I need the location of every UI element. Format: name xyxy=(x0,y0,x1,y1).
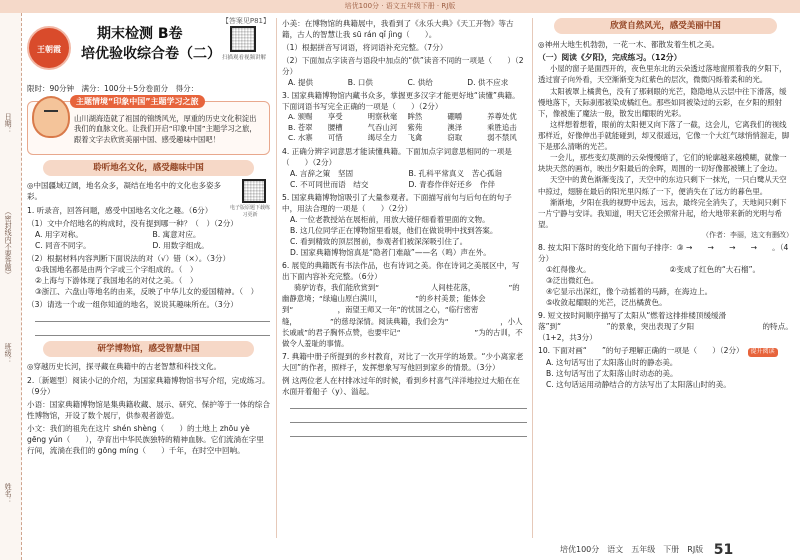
column-divider xyxy=(532,18,533,538)
question-1-2: （2）根据材料内容判断下面说法的对（√）错（×）。（3分） xyxy=(27,253,231,263)
exam-header xyxy=(27,22,270,82)
sequence-item: ②变成了红色的“大石榴”。 xyxy=(669,265,761,275)
question-7: 7. 典籍中册子所提到的乡村教育，对比了一次开学的场景。“少小离家老大回”的作者，照样子，发挥想象写写他回到家乡的情景。（3分） xyxy=(282,351,524,372)
option[interactable]: D. 青春作伴好还乡 作伴 xyxy=(408,180,496,190)
option[interactable]: D. 国家典籍博物馆真是“隐者门难敲”——名（鸣）声在外。 xyxy=(290,248,491,258)
word: 可惜 xyxy=(327,133,343,143)
word[interactable]: C. 水寨 xyxy=(288,133,313,143)
option[interactable]: B. 孔科平常真义 苦心孤诣 xyxy=(408,169,503,179)
option[interactable]: B. 这几位同学正在博物馆里看展，他们在做说明中找到答案。 xyxy=(290,226,498,236)
exam-title: 期末检测 B卷 xyxy=(97,26,183,42)
option[interactable]: C. 看到精致的顶层图前，参观者们被深深吸引住了。 xyxy=(290,237,468,247)
word: 享受 xyxy=(327,112,343,121)
passage-paragraph: 小屋的窗子是面西开的，夜色里东北的云朵透过落地窗照着我的夕阳下，透过窗子向外看，天空渐渐变为红紫色的层次，微微闪烁着柔和的光。 xyxy=(538,64,787,85)
option[interactable]: A. 用字对称。 xyxy=(35,229,83,239)
fill-in-poetry[interactable]: 骑驴访春，我们能欣赏到“ 人间桂花落， ”的幽静意境；“绿遍山原白满川， ”的乡村美景；能体会到“ ，南望王师又一年”的忧国之心，“临行密密缝， ”的慈母深情。阅读典籍，我们会为“ ，小人长戚戚”的君子胸怀点赞，也要牢记“ ”为的古训，不做令人羞耻的事情。 xyxy=(282,283,523,348)
word[interactable]: A. 颁赐 xyxy=(288,112,313,121)
section-banner: 聆听地名文化，感受趣味中国 xyxy=(43,160,254,176)
section-intro: ◎穿越历史长河，探寻藏在典籍中的古老智慧和科技文化。 xyxy=(27,361,222,371)
word: 紫苑 xyxy=(407,122,423,132)
footer-text: 培优100分 语文 五年级 下册 RJ版 xyxy=(560,545,704,554)
word: 窃取 xyxy=(447,133,463,143)
answer-line[interactable] xyxy=(35,310,270,322)
qr-caption: 扫描观看视频讲解 xyxy=(221,55,266,61)
top-strip: 培优100分 · 语文五年级下册 · RJ版 xyxy=(0,0,800,13)
column-middle xyxy=(282,16,527,540)
answer-line[interactable] xyxy=(35,324,270,336)
option[interactable]: A. 一位老教授站在展柜前，用放大镜仔细看着里面的文物。 xyxy=(290,215,490,225)
word: 澳泽 xyxy=(447,122,463,132)
answer-line[interactable] xyxy=(290,397,527,409)
word: 气吞山河 xyxy=(367,122,398,132)
word: 养尊处优 xyxy=(487,112,517,121)
judgement-item[interactable]: ②上海与下游体现了我国地名的对仗之美。（ ） xyxy=(35,275,198,285)
sequence-item: ④它显示出深红，像个动摇着的马蹄，在海边上。 xyxy=(546,287,713,297)
question-6: 6. 展览的典籍既有书法作品，也有诗词之美。你在诗词之美展区中，写出下面内容补充完整。（6分） xyxy=(282,261,520,282)
option[interactable]: C. 不可同世而语 结交 xyxy=(290,180,369,190)
reading-part-title: （一）阅读《夕阳》，完成练习。（12分） xyxy=(538,53,682,62)
column-right xyxy=(538,16,793,540)
word: 眸然 xyxy=(407,112,423,121)
option[interactable]: B. 口供 xyxy=(347,78,373,87)
passage-paragraph: 太阳被罩上橘黄色，没有了那刺眼的光芒，隐隐地从云层中往下滑落，缓慢地落下，天际刹那被染成橘红色。那些如同被染过的云彩，在夕阳的照射下，像被施了魔法一般，散发出耀眼的光彩。 xyxy=(538,86,787,118)
word: 竭尽全力 xyxy=(367,133,398,143)
binding-seal-note: （密封线内不要答题） xyxy=(4,208,13,278)
passage-source: （作者：李丽，选文有删改） xyxy=(702,230,793,239)
word: 弱不禁风 xyxy=(487,133,517,143)
binding-class-label: 班级： xyxy=(4,343,13,364)
section-banner: 欣赏自然风光，感受美丽中国 xyxy=(554,18,777,34)
exam-subtitle: 培优验收综合卷（二） xyxy=(81,46,221,62)
passage-paragraph: 天空中的黄色渐渐变浅了，天空中的东边只剩下一抹光，一只白鹭从天空中掠过，翅膀在最后的阳光里闪烁了一下，便消失在了远方的暮色里。 xyxy=(538,175,787,196)
option[interactable]: D. 供不应求 xyxy=(467,78,509,87)
word[interactable]: B. 苍翠 xyxy=(288,122,313,132)
question-3: 3. 国家典籍博物馆内藏书众多，掌握更多汉字才能更好地“读懂”典籍。下面词语书写完全正确的一项是（ ）（2分） xyxy=(282,91,520,111)
passage-paragraph: 渐渐地，夕阳在我的视野中远去，远去，最终完全消失了，天地间只剩下一片宁静与安详。我知道，明天它还会照常升起，给大地带来新的光明与希望。 xyxy=(538,197,787,229)
passage-paragraph: 这样想着想着，眼前的太阳便又向下落了一截，这会儿，它离我们的视线那样近，好像伸出手就能碰到，却又很遥远，它像一个大红气球悄悄溜走，脚下是那么清晰的光芒。 xyxy=(538,119,790,152)
word: 硼嚼 xyxy=(447,112,463,121)
word: 乘胜追击 xyxy=(487,122,517,132)
qr-code-icon[interactable] xyxy=(242,179,266,203)
word: 飞禽 xyxy=(407,133,423,143)
passage-paragraph: 一会儿，那些变幻莫测的云朵慢慢暗了，它们的轮廓越来越模糊，就像一块块天然的画布，映出夕阳最后的余晖，周围的一切好像都被镶上了金边。 xyxy=(538,153,787,174)
judgement-item[interactable]: ③浙江、六盘山等地名的由来，反映了中华儿女的爱国精神。（ ） xyxy=(35,286,259,296)
speaker-xiaowen: 小文：我们的祖先在这片 shén shèng（ ）的土地上 zhōu yè gēng yún（ ），孕育出中华民族独特的精神血脉。它们流淌在字里行间，流淌在我们的 gōng míng（ ）千年，在时空中回响。 xyxy=(27,423,264,455)
question-2-1: （1）根据拼音写词语，将词语补充完整。（7分） xyxy=(282,43,448,52)
question-1-1: （1）文中介绍地名的构成时，没有提到哪一种？（ ）（2分） xyxy=(27,218,238,228)
question-1: 1. 听录音，回答问题，感受中国地名文化之趣。（6分） xyxy=(27,205,213,215)
question-10 xyxy=(538,345,793,357)
question-9: 9. 短文按时间顺序描写了太阳从“燃着这排排楼顶缓缓滑落”到“ ”的景象，突出表现了夕阳 的特点。（1+2，共3分） xyxy=(538,311,793,343)
word: 明察秋毫 xyxy=(367,112,398,121)
option[interactable]: B. 这句话写出了太阳落山时动态的美。 xyxy=(546,368,678,378)
option[interactable]: C. 同音不同字。 xyxy=(35,240,91,250)
option[interactable]: A. 这句话写出了太阳落山时的静态美。 xyxy=(546,357,678,367)
speaker-xiaomei: 小美：在博物馆的典籍展中，我看到了《永乐大典》《天工开物》等古籍，古人的智慧让我 sū rán qǐ jìng（ ）。 xyxy=(282,19,514,39)
brand-logo: 王朝霞 xyxy=(27,26,71,70)
section-banner: 研学博物馆，感受智慧中国 xyxy=(43,341,254,357)
answer-line[interactable] xyxy=(290,411,527,423)
theme-tag: 主题情境“印象中国”主题学习之旅 xyxy=(70,95,205,108)
theme-text: 山川湖海造就了祖国的锦绣风光，厚重的历史文化积淀出我们的血脉文化。让我们开启“印象中国”主题学习之旅，跟着文字去欣赏美丽中国、感受趣味中国吧！ xyxy=(74,113,257,145)
qr-code-icon[interactable] xyxy=(230,26,256,52)
option[interactable]: C. 这句话运用动静结合的方法写出了太阳落山时的美。 xyxy=(546,379,731,389)
option[interactable]: D. 用数字组成。 xyxy=(152,240,209,250)
difficulty-badge: 提升阅读 xyxy=(748,348,778,357)
page-number: 51 xyxy=(713,542,734,558)
binding-name-label: 姓名： xyxy=(4,483,13,504)
sequence-item: ⑤收敛起耀眼的光芒，泛出橘黄色。 xyxy=(546,298,667,308)
mascot-icon xyxy=(32,96,70,138)
binding-date-label: 日期： xyxy=(4,113,13,134)
question-2-2: （2）下面加点字读音与语段中加点的“供”读音不同的一项是（ ）（2分） xyxy=(282,56,524,76)
theme-box xyxy=(27,96,270,155)
column-left xyxy=(27,16,270,540)
option[interactable]: A. 提供 xyxy=(288,78,314,87)
page-footer xyxy=(560,540,733,560)
option[interactable]: C. 供给 xyxy=(407,78,433,87)
question-10-text: 10. 下面对画“ ”的句子理解正确的一项是（ ）（2分） xyxy=(538,346,744,356)
section-intro: ◎中国疆域辽阔，地名众多，凝结在地名中的文化也多姿多彩。 xyxy=(27,180,222,201)
question-5: 5. 国家典籍博物馆吸引了大量参观者。下面描写前句与后句在的句子中，用法合理的一项是（ ）（2分） xyxy=(282,193,512,214)
example-sentence: 例 这两位老人在村排冰过年的时候，看到乡村喜气洋洋地拉过大船在在水面开着船子（y）、溢起。 xyxy=(282,375,520,396)
exam-meta: 限时：90分钟 满分：100分＋5分卷面分 得分： xyxy=(27,84,199,93)
binding-margin xyxy=(0,13,22,560)
section-intro: ◎神州大地生机勃勃，一花一木、都散发着生机之美。 xyxy=(538,40,720,49)
judgement-item[interactable]: ①我国地名都是由两个字或三个字组成的。（ ） xyxy=(35,264,198,274)
question-2: 2.〔新题型〕阅读小记的介绍，为国家典籍博物馆书写介绍，完成练习。（9分） xyxy=(27,375,270,396)
option[interactable]: B. 寓意对应。 xyxy=(152,229,201,239)
answer-reference: 【答案见P81】 xyxy=(221,17,270,25)
column-divider xyxy=(276,18,277,538)
sequence-item: ①红得像火。 xyxy=(546,265,591,275)
answer-line[interactable] xyxy=(290,425,527,437)
question-8: 8. 按太阳下落时的变化给下面句子排序：③ → → → → 。（4分） xyxy=(538,243,789,264)
option[interactable]: A. 言辞之策 坚固 xyxy=(290,169,354,179)
qr-caption: 电子版原题下载练习更新 xyxy=(230,204,270,219)
question-4: 4. 正确分辨字词意思才能读懂典籍。下面加点字词意思相同的一项是（ ）（2分） xyxy=(282,147,512,168)
speaker-xiaoyu: 小语：国家典籍博物馆是集典籍收藏、展示、研究、保护等于一体的综合性博物馆，开设了数个展厅，供参观者游览。 xyxy=(27,399,270,420)
word: 腰槽 xyxy=(327,122,343,132)
sequence-item: ③泛出微红色。 xyxy=(546,276,599,286)
question-1-3: （3）请选一个或一组你知道的地名，说说其趣味所在。（3分） xyxy=(27,299,238,309)
